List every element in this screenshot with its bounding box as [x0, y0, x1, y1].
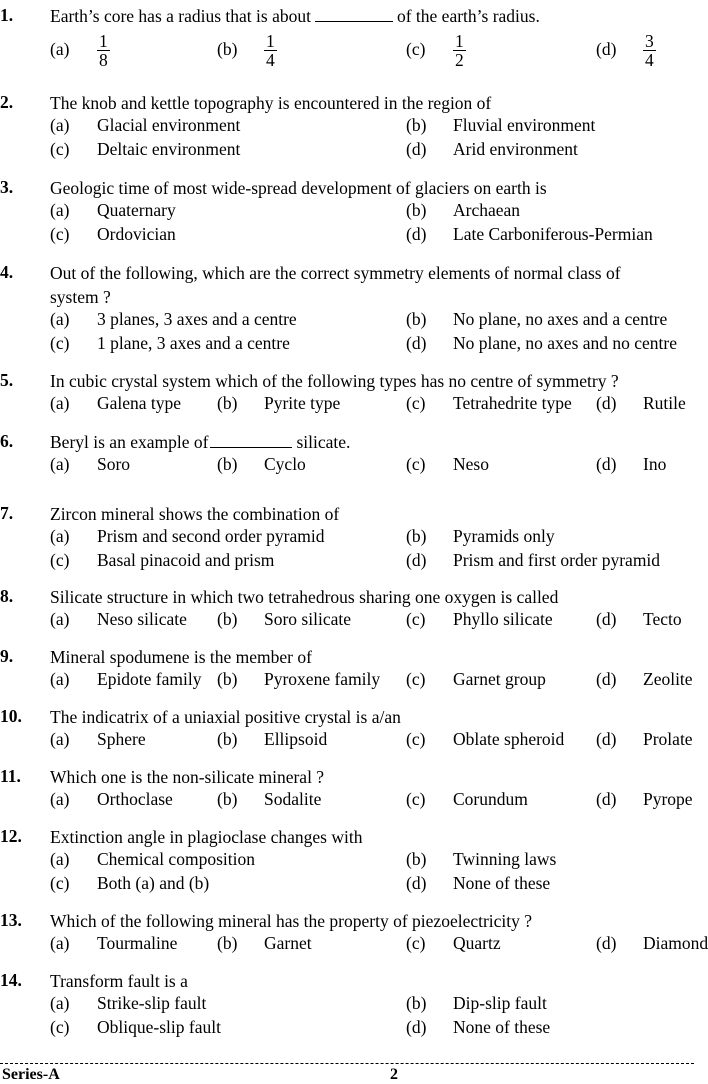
- option-c: (c) Basal pinacoid and prism: [50, 550, 275, 570]
- option-d: (d) None of these: [406, 1017, 551, 1037]
- question-number: 9.: [0, 646, 14, 666]
- question-stem: Which one is the non-silicate mineral ?: [50, 767, 325, 787]
- question-stem: In cubic crystal system which of the following types has no centre of symmetry ?: [50, 371, 619, 391]
- option-a: (a) Quaternary: [50, 200, 176, 220]
- option-b: (b) No plane, no axes and a centre: [406, 309, 668, 329]
- option-a: (a) 3 planes, 3 axes and a centre: [50, 309, 297, 329]
- question-stem: Geologic time of most wide-spread development of glaciers on earth is: [50, 178, 547, 198]
- option-a: (a) Strike-slip fault: [50, 993, 207, 1013]
- option-b: (b) Fluvial environment: [406, 115, 596, 135]
- option-a: (a) Chemical composition: [50, 849, 255, 869]
- option-c: (c) Garnet group: [406, 669, 546, 689]
- fraction: $\frac{1}{8}$: [99, 31, 108, 70]
- option-a: (a) Soro: [50, 454, 131, 474]
- option-a: (a) Prism and second order pyramid: [50, 526, 325, 546]
- option-b: (b) $\frac{1}{4}$: [217, 31, 275, 70]
- option-d: (d) No plane, no axes and no centre: [406, 333, 678, 353]
- question-stem: The knob and kettle topography is encountered in the region of: [50, 93, 492, 113]
- question-number: 12.: [0, 826, 22, 846]
- question-number: 5.: [0, 370, 14, 390]
- question-number: 4.: [0, 262, 14, 282]
- option-d: (d) Arid environment: [406, 139, 578, 159]
- option-b: (b) Pyramids only: [406, 526, 555, 546]
- option-c: (c) Deltaic environment: [50, 139, 241, 159]
- footer-rule: [0, 1063, 694, 1064]
- option-d: (d) Late Carboniferous-Permian: [406, 224, 653, 244]
- question-stem: Silicate structure in which two tetrahedrous sharing one oxygen is called: [50, 587, 559, 607]
- option-d: (d) Diamond: [596, 933, 708, 953]
- fraction: $\frac{1}{4}$: [266, 31, 275, 70]
- question-stem: Zircon mineral shows the combination of: [50, 504, 340, 524]
- question-number: 2.: [0, 92, 14, 112]
- option-b: (b) Twinning laws: [406, 849, 557, 869]
- option-b: (b) Pyrite type: [217, 393, 341, 413]
- option-c: (c) Phyllo silicate: [406, 609, 553, 629]
- option-a: (a) Tourmaline: [50, 933, 178, 953]
- option-d: (d) Pyrope: [596, 789, 693, 809]
- question-number: 13.: [0, 910, 22, 930]
- option-c: (c) Oblique-slip fault: [50, 1017, 221, 1037]
- option-c: (c) Both (a) and (b): [50, 873, 210, 893]
- option-b: (b) Pyroxene family: [217, 669, 381, 689]
- fraction: $\frac{3}{4}$: [645, 31, 654, 70]
- option-b: (b) Archaean: [406, 200, 521, 220]
- question-stem: Extinction angle in plagioclase changes with: [50, 827, 363, 847]
- option-b: (b) Garnet: [217, 933, 312, 953]
- fill-blank: [315, 7, 393, 22]
- question-number: 7.: [0, 503, 14, 523]
- option-c: (c) Corundum: [406, 789, 528, 809]
- option-c: (c) $\frac{1}{2}$: [406, 31, 464, 70]
- option-c: (c) Tetrahedrite type: [406, 393, 572, 413]
- question-stem: Beryl is an example of silicate.: [50, 432, 351, 452]
- option-a: (a) Epidote family: [50, 669, 202, 689]
- question-stem: Out of the following, which are the correct symmetry elements of normal class of: [50, 263, 621, 283]
- option-c: (c) Quartz: [406, 933, 501, 953]
- option-d: (d) Tecto: [596, 609, 682, 629]
- option-c: (c) Oblate spheroid: [406, 729, 565, 749]
- question-number: 8.: [0, 586, 14, 606]
- option-d: (d) $\frac{3}{4}$: [596, 31, 654, 70]
- question-stem: Earth’s core has a radius that is about of the earth’s radius.: [50, 6, 540, 26]
- question-stem: Which of the following mineral has the property of piezoelectricity ?: [50, 911, 533, 931]
- series-label: Series-A: [2, 1066, 60, 1083]
- fill-blank: [210, 433, 292, 448]
- option-b: (b) Soro silicate: [217, 609, 351, 629]
- option-a: (a) Glacial environment: [50, 115, 241, 135]
- option-c: (c) Neso: [406, 454, 489, 474]
- option-a: (a) Neso silicate: [50, 609, 187, 629]
- question-stem: Mineral spodumene is the member of: [50, 647, 312, 667]
- question-stem: The indicatrix of a uniaxial positive crystal is a/an: [50, 707, 401, 727]
- question-stem-line-2: system ?: [50, 287, 111, 307]
- question-stem: Transform fault is a: [50, 971, 188, 991]
- option-c: (c) 1 plane, 3 axes and a centre: [50, 333, 290, 353]
- option-a: (a) Galena type: [50, 393, 182, 413]
- option-d: (d) Prolate: [596, 729, 693, 749]
- option-b: (b) Sodalite: [217, 789, 322, 809]
- option-d: (d) Rutile: [596, 393, 686, 413]
- question-number: 14.: [0, 970, 22, 990]
- page-number: 2: [390, 1066, 398, 1083]
- option-b: (b) Dip-slip fault: [406, 993, 547, 1013]
- question-number: 10.: [0, 706, 22, 726]
- option-d: (d) Ino: [596, 454, 667, 474]
- question-number: 1.: [0, 5, 14, 25]
- option-a: (a) $\frac{1}{8}$: [50, 31, 108, 70]
- option-c: (c) Ordovician: [50, 224, 176, 244]
- option-b: (b) Cyclo: [217, 454, 306, 474]
- question-number: 6.: [0, 431, 14, 451]
- option-a: (a) Orthoclase: [50, 789, 173, 809]
- option-b: (b) Ellipsoid: [217, 729, 328, 749]
- option-a: (a) Sphere: [50, 729, 146, 749]
- option-d: (d) None of these: [406, 873, 551, 893]
- option-d: (d) Prism and first order pyramid: [406, 550, 661, 570]
- question-number: 11.: [0, 766, 21, 786]
- fraction: $\frac{1}{2}$: [455, 31, 464, 70]
- question-number: 3.: [0, 177, 14, 197]
- option-d: (d) Zeolite: [596, 669, 693, 689]
